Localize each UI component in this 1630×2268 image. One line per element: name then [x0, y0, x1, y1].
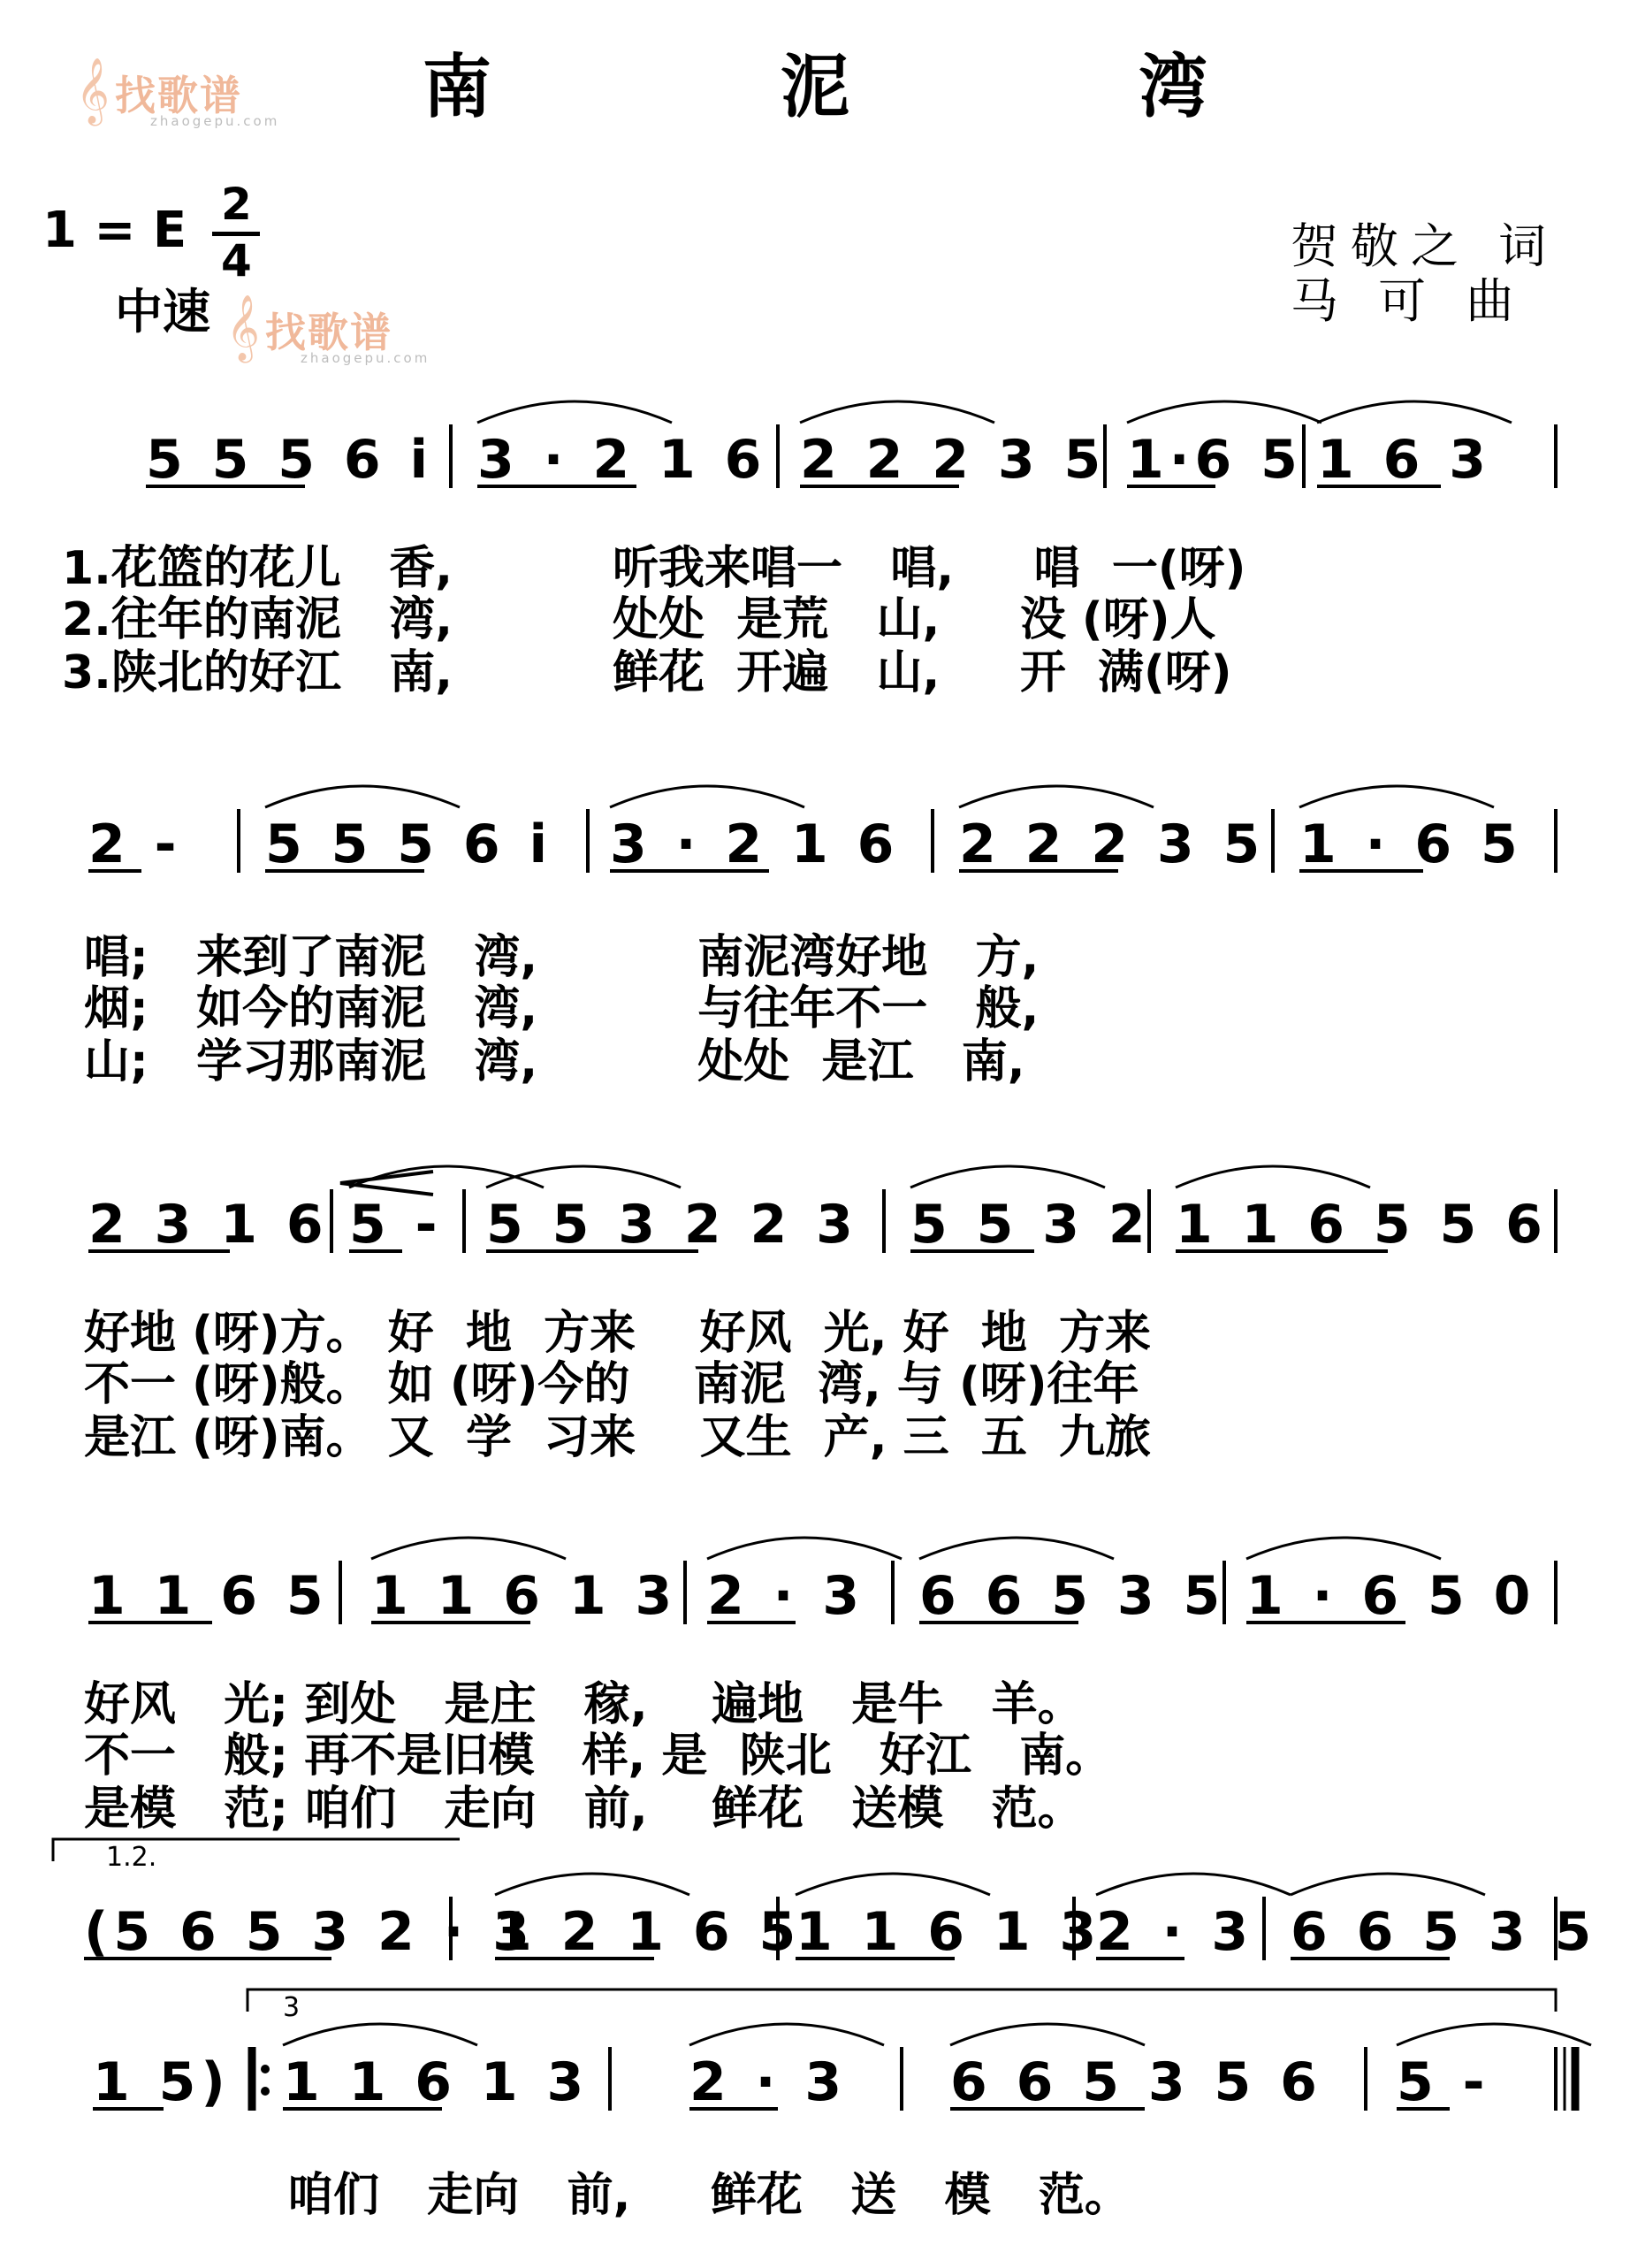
slur-arc: [477, 401, 672, 423]
lyric-line: 不一 般; 再不是旧模 样, 是 陕北 好江 南。: [84, 1730, 1112, 1783]
measure-notes: 2 · 3: [1096, 1901, 1254, 1963]
lyric-line: 是模 范; 咱们 走向 前, 鲜花 送模 范。: [84, 1783, 1084, 1836]
slur-arc: [265, 786, 460, 807]
measure-notes: 6 6 5 3 5: [919, 1565, 1226, 1627]
volta-label: 1.2.: [106, 1842, 157, 1873]
lyric-line: 好风 光; 到处 是庄 稼, 遍地 是牛 羊。: [84, 1678, 1084, 1731]
slur-arc: [610, 786, 804, 807]
measure-notes: 5 -: [349, 1194, 443, 1256]
measure-notes: 2 · 3: [707, 1565, 865, 1627]
measure-notes: 1 6 3: [1317, 429, 1492, 491]
slur-arc: [1127, 401, 1322, 423]
watermark-text: 找歌谱: [115, 72, 242, 119]
measure-notes: 1 2 1 6 5: [495, 1901, 802, 1963]
lyric-line: 唱; 来到了南泥 湾, 南泥湾好地 方,: [84, 931, 1040, 984]
measure-notes: 2 -: [88, 813, 182, 875]
lyricist-credit: 贺敬之 词: [1291, 218, 1559, 274]
slur-arc: [919, 1538, 1114, 1559]
watermark-text: 找歌谱: [265, 309, 392, 356]
volta-bracket: [248, 1989, 1556, 2012]
slur-arc: [707, 1538, 902, 1559]
slur-arc: [689, 2024, 884, 2045]
lyric-line: 3.陕北的好江 南, 鲜花 开遍 山, 开 满(呀): [62, 646, 1232, 699]
measure-notes: 2 2 2 3 5: [959, 813, 1266, 875]
tempo-marking: 中速: [115, 284, 210, 340]
lyric-line: 山; 学习那南泥 湾, 处处 是江 南,: [84, 1035, 1025, 1088]
measure-notes: 5 5 5 6 i: [265, 813, 553, 875]
lyric-line: 1.花篮的花儿 香, 听我来唱一 唱, 唱 一(呀): [62, 542, 1246, 595]
measure-notes: 1 1 6 5 5 6: [1176, 1194, 1548, 1256]
repeat-dot: [261, 2087, 270, 2096]
treble-clef-icon: 𝄞: [226, 295, 260, 361]
measure-notes: 6 6 5 3 5: [1291, 1901, 1597, 1963]
lyric-line: 是江 (呀)南。 又 学 习来 又生 产, 三 五 九旅: [84, 1411, 1152, 1464]
measure-notes: 5 -: [1397, 2051, 1490, 2113]
measure-notes: 5 5 3 2: [910, 1194, 1151, 1256]
slur-arc: [1299, 786, 1494, 807]
watermark-url: zhaogepu.com: [150, 113, 280, 129]
measure-notes: 2 2 2 3 5: [800, 429, 1107, 491]
measure-notes: 3 · 2 1 6: [477, 429, 767, 491]
measure-notes: 5 5 3 2 2 3: [486, 1194, 858, 1256]
measure-notes: 1 · 6 5 0: [1246, 1565, 1536, 1627]
slur-arc: [486, 1166, 681, 1187]
repeat-dot: [261, 2065, 270, 2073]
treble-clef-icon: 𝄞: [76, 58, 110, 124]
slur-arc: [1317, 401, 1512, 423]
slur-arc: [1176, 1166, 1370, 1187]
measure-notes: 1 5): [93, 2051, 231, 2113]
slur-arc: [283, 2024, 477, 2045]
time-numerator: 2: [221, 179, 252, 230]
volta-label: 3: [283, 1992, 301, 2023]
lyric-line: 不一 (呀)般。 如 (呀)今的 南泥 湾, 与 (呀)往年: [84, 1358, 1139, 1411]
slur-arc: [910, 1166, 1105, 1187]
measure-notes: 6 6 5 3 5 6: [950, 2051, 1322, 2113]
slur-arc: [959, 786, 1154, 807]
lyric-line: 好地 (呀)方。 好 地 方来 好风 光, 好 地 方来: [84, 1307, 1152, 1360]
composer-credit: 马 可 曲: [1291, 273, 1527, 329]
measure-notes: 1 1 6 1 3: [371, 1565, 678, 1627]
slur-arc: [1291, 1874, 1485, 1895]
measure-notes: 1 · 6 5: [1299, 813, 1523, 875]
key-signature: 1 = E: [42, 202, 187, 259]
measure-notes: 2 3 1 6: [88, 1194, 329, 1256]
title: 南 泥 湾: [422, 47, 1341, 127]
measure-notes: 1 1 6 5: [88, 1565, 329, 1627]
slur-arc: [371, 1538, 566, 1559]
lyric-line: 咱们 走向 前, 鲜花 送 模 范。: [287, 2169, 1131, 2222]
slur-arc: [800, 401, 994, 423]
lyric-line: 2.往年的南泥 湾, 处处 是荒 山, 没 (呀)人: [62, 593, 1216, 646]
lyric-line: 烟; 如今的南泥 湾, 与往年不一 般,: [84, 982, 1040, 1035]
measure-notes: 5 5 5 6 i: [146, 429, 434, 491]
slur-arc: [495, 1874, 689, 1895]
measure-notes: (5 6 5 3 2 · 3: [84, 1901, 536, 1963]
watermark-url: zhaogepu.com: [301, 350, 430, 366]
measure-notes: 1·6 5: [1127, 429, 1303, 491]
slur-arc: [1246, 1538, 1441, 1559]
slur-arc: [1096, 1874, 1291, 1895]
time-denominator: 4: [221, 235, 252, 286]
slur-arc: [950, 2024, 1145, 2045]
measure-notes: 1 1 6 1 3: [796, 1901, 1102, 1963]
measure-notes: 2 · 3: [689, 2051, 848, 2113]
measure-notes: 1 1 6 1 3: [283, 2051, 590, 2113]
slur-arc: [796, 1874, 990, 1895]
slur-arc: [1397, 2024, 1591, 2045]
measure-notes: 3 · 2 1 6: [610, 813, 900, 875]
